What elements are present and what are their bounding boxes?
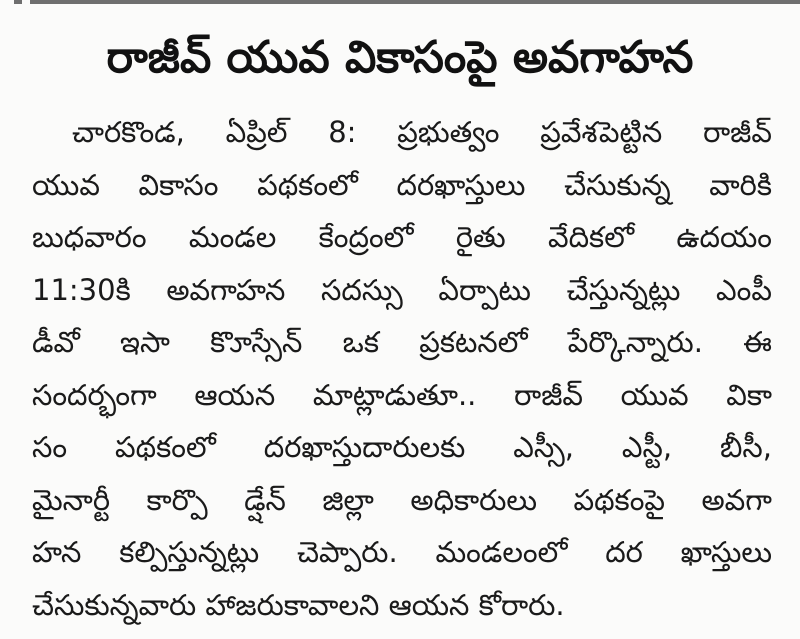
body-line-8: మైనార్టీ కార్పొ డ్షేన్ జిల్లా అధికారులు పథకంపై అవగా bbox=[32, 482, 772, 517]
body-line-5: డీవో ఇసా కొూస్సేన్ ఒక ప్రకటనలో పేర్కొన్నారు. ఈ bbox=[32, 325, 772, 359]
top-rule bbox=[30, 0, 800, 4]
body-line-2: యువ వికాసం పథకంలో దరఖాస్తులు చేసుకున్న వారికి bbox=[32, 167, 772, 202]
body-line-4: 11:30కి అవగాహన సదస్సు ఏర్పాటు చేస్తున్నట్లు ఎంపీ bbox=[32, 272, 772, 307]
body-line-7: సం పథకంలో దరఖాస్తుదారులకు ఎస్సీ, ఎస్టీ, బీసీ, bbox=[32, 430, 772, 464]
body-line-10: చేసుకున్నవారు హాజరుకావాలని ఆయన కోరారు. bbox=[32, 587, 565, 622]
body-line-3: బుధవారం మండల కేంద్రంలో రైతు వేదికలో ఉదయం bbox=[32, 220, 772, 254]
body-line-1: చారకొండ, ఏప్రిల్ 8: ప్రభుత్వం ప్రవేశపెట్టిన రాజీవ్ bbox=[72, 115, 772, 149]
body-line-6: సందర్భంగా ఆయన మాట్లాడుతూ.. రాజీవ్ యువ వికా bbox=[32, 377, 772, 412]
top-rule-left bbox=[14, 0, 22, 4]
article-body bbox=[32, 106, 772, 631]
article-headline: రాజీవ్ యువ వికాసంపై అవగాహన bbox=[106, 32, 694, 83]
body-line-9: హన కల్పిస్తున్నట్లు చెప్పారు. మండలంలో దర ఖాస్తులు bbox=[32, 535, 772, 569]
